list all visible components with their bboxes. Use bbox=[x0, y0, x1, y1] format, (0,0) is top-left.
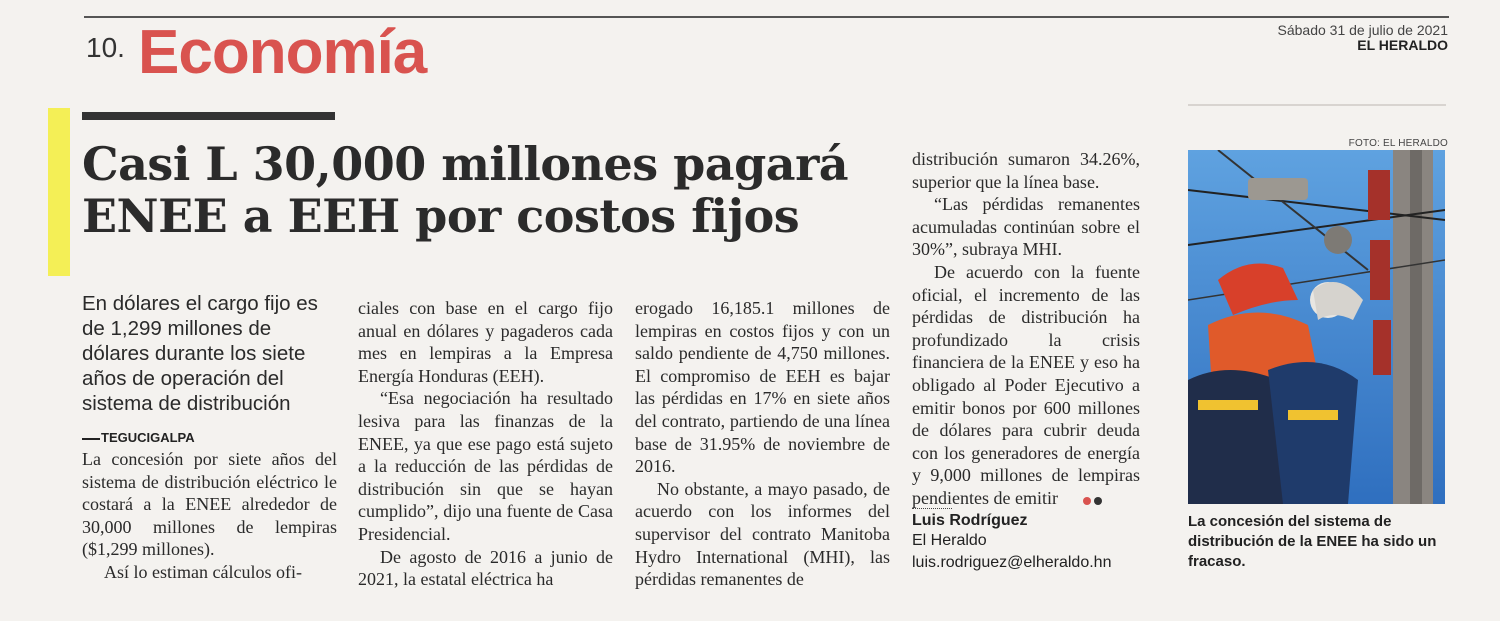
byline-separator bbox=[912, 508, 952, 509]
headline-line-2: ENEE a EEH por costos fijos bbox=[82, 189, 800, 243]
paragraph: ciales con base en el cargo fijo anual en dólares y pagaderos cada mes en lempiras a la Empresa Energía Honduras (EEH). bbox=[358, 298, 613, 386]
headline bbox=[82, 138, 882, 242]
dateline bbox=[82, 430, 195, 445]
author-name: Luis Rodríguez bbox=[912, 512, 1028, 529]
paragraph-with-end-mark bbox=[912, 261, 1140, 511]
article-column-2 bbox=[358, 297, 613, 591]
highlighter-mark bbox=[48, 108, 70, 276]
article-photo bbox=[1188, 150, 1445, 504]
newspaper-name: EL HERALDO bbox=[1357, 37, 1448, 53]
issue-date: Sábado 31 de julio de 2021 bbox=[1277, 22, 1448, 38]
ghost-strip bbox=[1188, 104, 1446, 106]
paragraph: “Las pérdidas remanentes acumuladas continúan sobre el 30%”, subraya MHI. bbox=[912, 194, 1140, 260]
photo-caption: La concesión del sistema de distribución de la ENEE ha sido un fracaso. bbox=[1188, 513, 1437, 570]
paragraph: distribución sumaron 34.26%, superior que la línea base. bbox=[912, 149, 1140, 192]
paragraph: erogado 16,185.1 millones de lempiras en costos fijos y con un saldo pendiente de 4,750 millones. El compromiso de EEH es bajar las pérdidas en 17% en siete años del contrato, partiendo de una línea base de 31.95% de noviembre de 2016. bbox=[635, 298, 890, 477]
dateline-text: TEGUCIGALPA bbox=[101, 430, 195, 445]
paragraph: No obstante, a mayo pasado, de acuerdo con los informes del supervisor del contrato Manitoba Hydro International (MHI), las pérdidas remanentes de bbox=[635, 478, 890, 590]
paragraph: De agosto de 2016 a junio de 2021, la estatal eléctrica ha bbox=[358, 546, 613, 590]
photo-credit: FOTO: EL HERALDO bbox=[1348, 138, 1448, 149]
headline-line-1: Casi L 30,000 millones pagará bbox=[82, 137, 849, 191]
section-title: Economía bbox=[138, 18, 427, 87]
article-column-3 bbox=[635, 297, 890, 591]
headline-rule bbox=[82, 112, 335, 120]
article-column-4 bbox=[912, 148, 1140, 511]
author-email: luis.rodriguez@elheraldo.hn bbox=[912, 554, 1112, 571]
paragraph: Así lo estiman cálculos ofi- bbox=[104, 561, 302, 582]
end-mark-icon bbox=[1058, 488, 1102, 511]
article-column-1 bbox=[82, 448, 337, 584]
paragraph: La concesión por siete años del sistema de distribución eléctrico le costará a la ENEE alrededor de 30,000 millones de lempiras ($1,299 millones). bbox=[82, 449, 337, 560]
author-outlet: El Heraldo bbox=[912, 532, 987, 549]
paragraph-text: De acuerdo con la fuente oficial, el incremento de las pérdidas de distribución ha profundizado la crisis financiera de la ENEE y eso ha obligado al Poder Ejecutivo a emitir bonos por 600 millones de dólares para cubrir deuda con los generadores de energía y 9,000 millones de lempiras pendientes de emitir bbox=[912, 261, 1140, 508]
dateline-dash bbox=[82, 438, 100, 440]
page-number: 10. bbox=[86, 32, 125, 63]
lineman-photo-illustration bbox=[1188, 150, 1445, 504]
paragraph: “Esa negociación ha resultado lesiva para las finanzas de la ENEE, ya que ese pago está sujeto a la reducción de las pérdidas de distribución sin que se hayan cumplido”, dijo una fuente de Casa Presidencial. bbox=[358, 388, 613, 544]
subheadline: En dólares el cargo fijo es de 1,299 millones de dólares durante los siete años de operación del sistema de distribución bbox=[82, 292, 318, 415]
